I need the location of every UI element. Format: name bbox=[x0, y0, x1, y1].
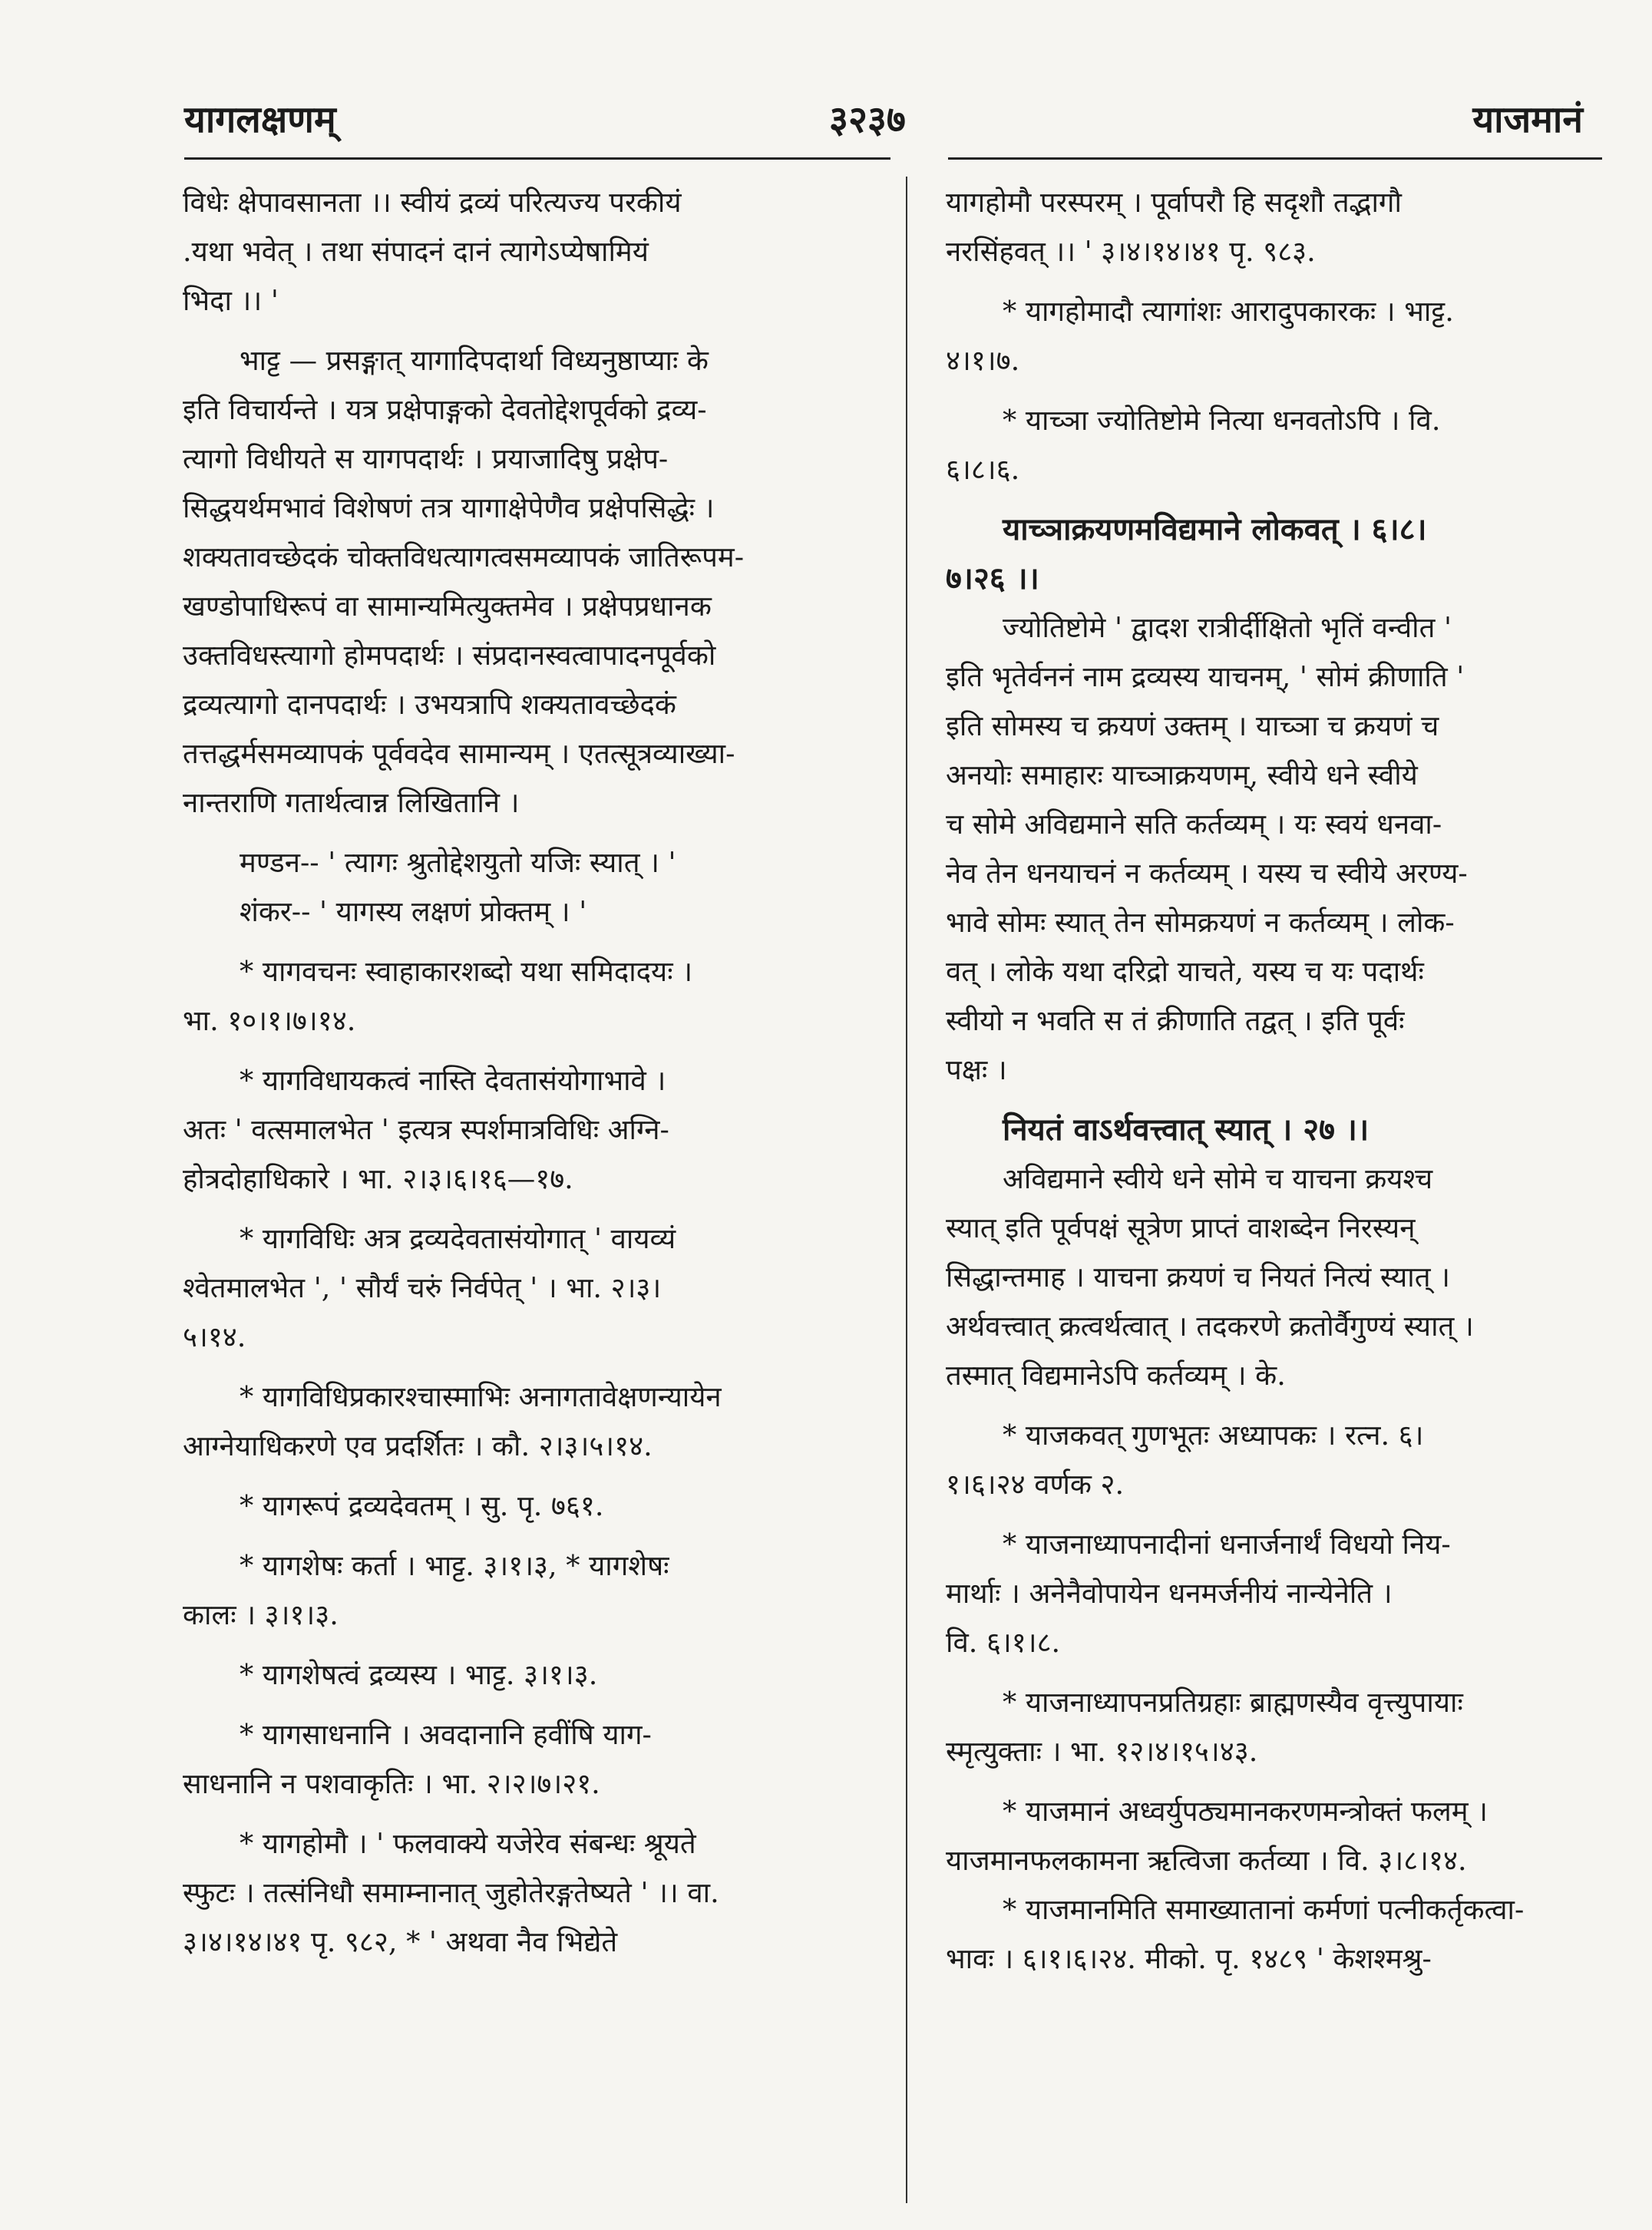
text-line: याजमानफलकामना ऋत्विजा कर्तव्या । वि. ३।८।१४. bbox=[946, 1844, 1467, 1877]
text-line: ५।१४. bbox=[183, 1320, 246, 1353]
text-line: स्वीयो न भवति स तं क्रीणाति तद्वत् । इति पूर्वः bbox=[946, 1004, 1405, 1037]
entry-line: * यागरूपं द्रव्यदेवतम् । सु. पृ. ७६१. bbox=[240, 1489, 604, 1522]
entry-line: * याजनाध्यापनप्रतिग्रहाः ब्राह्मणस्यैव वृत्त्युपायाः bbox=[1003, 1686, 1463, 1719]
text-line: नान्तराणि गतार्थत्वान्न लिखितानि । bbox=[183, 786, 520, 819]
sutra-heading: नियतं वाऽर्थवत्त्वात् स्यात् । २७ ।। bbox=[1003, 1112, 1370, 1148]
text-line: .यथा भवेत् । तथा संपादनं दानं त्यागेऽप्येषामियं bbox=[183, 235, 649, 268]
text-line: १।६।२४ वर्णक २. bbox=[946, 1468, 1125, 1501]
text-line: ४।१।७. bbox=[946, 344, 1020, 377]
text-line: भाट्ट — प्रसङ्गात् यागादिपदार्था विध्यनुष्ठाप्याः के bbox=[240, 344, 709, 377]
text-line: शक्यतावच्छेदकं चोक्तविधत्यागत्वसमव्यापकं जातिरूपम- bbox=[183, 540, 745, 573]
text-line: ६।८।६. bbox=[946, 453, 1020, 486]
text-line: उक्तविधस्त्यागो होमपदार्थः । संप्रदानस्वत्वापादनपूर्वको bbox=[183, 639, 716, 672]
text-line: नेव तेन धनयाचनं न कर्तव्यम् । यस्य च स्वीये अरण्य- bbox=[946, 857, 1468, 890]
text-line: ३।४।१४।४१ पृ. ९८२, * ' अथवा नैव भिद्येते bbox=[183, 1925, 618, 1958]
text-line: तस्मात् विद्यमानेऽपि कर्तव्यम् । के. bbox=[946, 1359, 1286, 1392]
text-line: भावः । ६।१।६।२४. मीको. पृ. १४८९ ' केशश्मश्रु- bbox=[946, 1942, 1432, 1975]
entry-line: * याजमानमिति समाख्यातानां कर्मणां पत्नीकर्तृकत्वा- bbox=[1003, 1893, 1525, 1926]
entry-line: * यागविधायकत्वं नास्ति देवतासंयोगाभावे । bbox=[240, 1064, 666, 1097]
page-number: ३२३७ bbox=[829, 98, 906, 141]
text-line: ज्योतिष्टोमे ' द्वादश रात्रीर्दीक्षितो भृतिं वन्वीत ' bbox=[1003, 611, 1452, 644]
entry-line: * यागशेषत्वं द्रव्यस्य । भाट्ट. ३।१।३. bbox=[240, 1658, 598, 1691]
text-line: च सोमे अविद्यमाने सति कर्तव्यम् । यः स्वयं धनवा- bbox=[946, 808, 1442, 841]
text-line: शंकर-- ' यागस्य लक्षणं प्रोक्तम् । ' bbox=[240, 895, 587, 928]
text-line: अतः ' वत्समालभेत ' इत्यत्र स्पर्शमात्रविधिः अग्नि- bbox=[183, 1113, 669, 1146]
text-line: मार्थाः । अनेनैवोपायेन धनमर्जनीयं नान्येनेति । bbox=[946, 1577, 1393, 1610]
running-header-left: यागलक्षणम् bbox=[184, 98, 336, 141]
entry-line: * याच्ञा ज्योतिष्टोमे नित्या धनवतोऽपि । वि. bbox=[1003, 404, 1441, 437]
text-line: अर्थवत्त्वात् क्रत्वर्थत्वात् । तदकरणे क्रतोर्वैगुण्यं स्यात् । bbox=[946, 1310, 1474, 1343]
text-line: विधेः क्षेपावसानता ।। स्वीयं द्रव्यं परित्यज्य परकीयं bbox=[183, 186, 682, 219]
entry-line: * यागविधिप्रकारश्चास्माभिः अनागतावेक्षणन्यायेन bbox=[240, 1380, 722, 1413]
entry-line: * यागविधिः अत्र द्रव्यदेवतासंयोगात् ' वायव्यं bbox=[240, 1222, 676, 1255]
running-header-right: याजमानं bbox=[1472, 98, 1583, 141]
text-line: श्वेतमालभेत ', ' सौर्यं चरुं निर्वपेत् ' । भा. २।३। bbox=[183, 1271, 662, 1304]
text-line: द्रव्यत्यागो दानपदार्थः । उभयत्रापि शक्यतावच्छेदकं bbox=[183, 688, 676, 721]
header-rule-left bbox=[184, 157, 890, 160]
text-line: होत्रदोहाधिकारे । भा. २।३।६।१६—१७. bbox=[183, 1162, 573, 1195]
text-line: स्मृत्युक्ताः । भा. १२।४।१५।४३. bbox=[946, 1735, 1258, 1768]
text-line: सिद्धान्तमाह । याचना क्रयणं च नियतं नित्यं स्यात् । bbox=[946, 1260, 1450, 1293]
text-line: नरसिंहवत् ।। ' ३।४।१४।४१ पृ. ९८३. bbox=[946, 235, 1316, 268]
text-line: भावे सोमः स्यात् तेन सोमक्रयणं न कर्तव्यम् । लोक- bbox=[946, 906, 1455, 939]
entry-line: * याजमानं अध्वर्युपठ्यमानकरणमन्त्रोक्तं फलम् । bbox=[1003, 1795, 1488, 1828]
text-line: मण्डन-- ' त्यागः श्रुतोद्देशयुतो यजिः स्यात् । ' bbox=[240, 846, 676, 879]
entry-line: * यागहोमादौ त्यागांशः आरादुपकारकः । भाट्ट. bbox=[1003, 295, 1454, 328]
text-line: वि. ६।१।८. bbox=[946, 1626, 1061, 1659]
text-line: इति सोमस्य च क्रयणं उक्तम् । याच्ञा च क्रयणं च bbox=[946, 709, 1439, 742]
text-line: अविद्यमाने स्वीये धने सोमे च याचना क्रयश्च bbox=[1003, 1162, 1433, 1195]
text-line: यागहोमौ परस्परम् । पूर्वापरौ हि सदृशौ तद्भागौ bbox=[946, 186, 1402, 219]
text-line: वत् । लोके यथा दरिद्रो याचते, यस्य च यः पदार्थः bbox=[946, 955, 1424, 988]
entry-line: * याजनाध्यापनादीनां धनार्जनार्थं विधयो निय- bbox=[1003, 1528, 1451, 1561]
text-line: त्यागो विधीयते स यागपदार्थः । प्रयाजादिषु प्रक्षेप- bbox=[183, 442, 669, 475]
text-line: स्यात् इति पूर्वपक्षं सूत्रेण प्राप्तं वाशब्देन निरस्यन् bbox=[946, 1211, 1416, 1244]
text-line: खण्डोपाधिरूपं वा सामान्यमित्युक्तमेव । प्रक्षेपप्रधानक bbox=[183, 590, 712, 623]
left-column bbox=[183, 178, 887, 1967]
sutra-heading: याच्ञाक्रयणमविद्यमाने लोकवत् । ६।८। bbox=[1003, 511, 1427, 547]
text-line: साधनानि न पशवाकृतिः । भा. २।२।७।२१. bbox=[183, 1767, 600, 1800]
entry-line: * यागशेषः कर्ता । भाट्ट. ३।१।३, * यागशेषः bbox=[240, 1549, 669, 1582]
text-line: इति विचार्यन्ते । यत्र प्रक्षेपाङ्गको देवतोद्देशपूर्वको द्रव्य- bbox=[183, 393, 707, 426]
text-line: पक्षः । bbox=[946, 1053, 1007, 1086]
text-line: भा. १०।१।७।१४. bbox=[183, 1004, 356, 1037]
column-divider bbox=[906, 177, 907, 2203]
text-line: आग्नेयाधिकरणे एव प्रदर्शितः । कौ. २।३।५।१४. bbox=[183, 1429, 653, 1462]
entry-line: * याजकवत् गुणभूतः अध्यापकः । रत्न. ६। bbox=[1003, 1419, 1424, 1452]
text-line: भिदा ।। ' bbox=[183, 284, 279, 317]
entry-line: * यागसाधनानि । अवदानानि हवींषि याग- bbox=[240, 1718, 652, 1751]
text-line: स्फुटः । तत्संनिधौ समाम्नानात् जुहोतेरङ्गतेष्यते ' ।। वा. bbox=[183, 1876, 719, 1909]
right-column bbox=[946, 178, 1607, 1984]
header-rule-right bbox=[948, 157, 1602, 160]
text-line: अनयोः समाहारः याच्ञाक्रयणम्, स्वीये धने स्वीये bbox=[946, 758, 1418, 791]
text-line: तत्तद्धर्मसमव्यापकं पूर्ववदेव सामान्यम् । एतत्सूत्रव्याख्या- bbox=[183, 737, 735, 770]
entry-line: * यागहोमौ । ' फलवाक्ये यजेरेव संबन्धः श्रूयते bbox=[240, 1827, 696, 1860]
sutra-heading-cont: ७।२६ ।। bbox=[946, 560, 1039, 596]
text-line: इति भृतेर्वननं नाम द्रव्यस्य याचनम्, ' सोमं क्रीणाति ' bbox=[946, 660, 1465, 693]
text-line: सिद्धयर्थमभावं विशेषणं तत्र यागाक्षेपेणैव प्रक्षेपसिद्धेः । bbox=[183, 491, 715, 524]
text-line: कालः । ३।१।३. bbox=[183, 1598, 339, 1631]
entry-line: * यागवचनः स्वाहाकारशब्दो यथा समिदादयः । bbox=[240, 955, 693, 988]
